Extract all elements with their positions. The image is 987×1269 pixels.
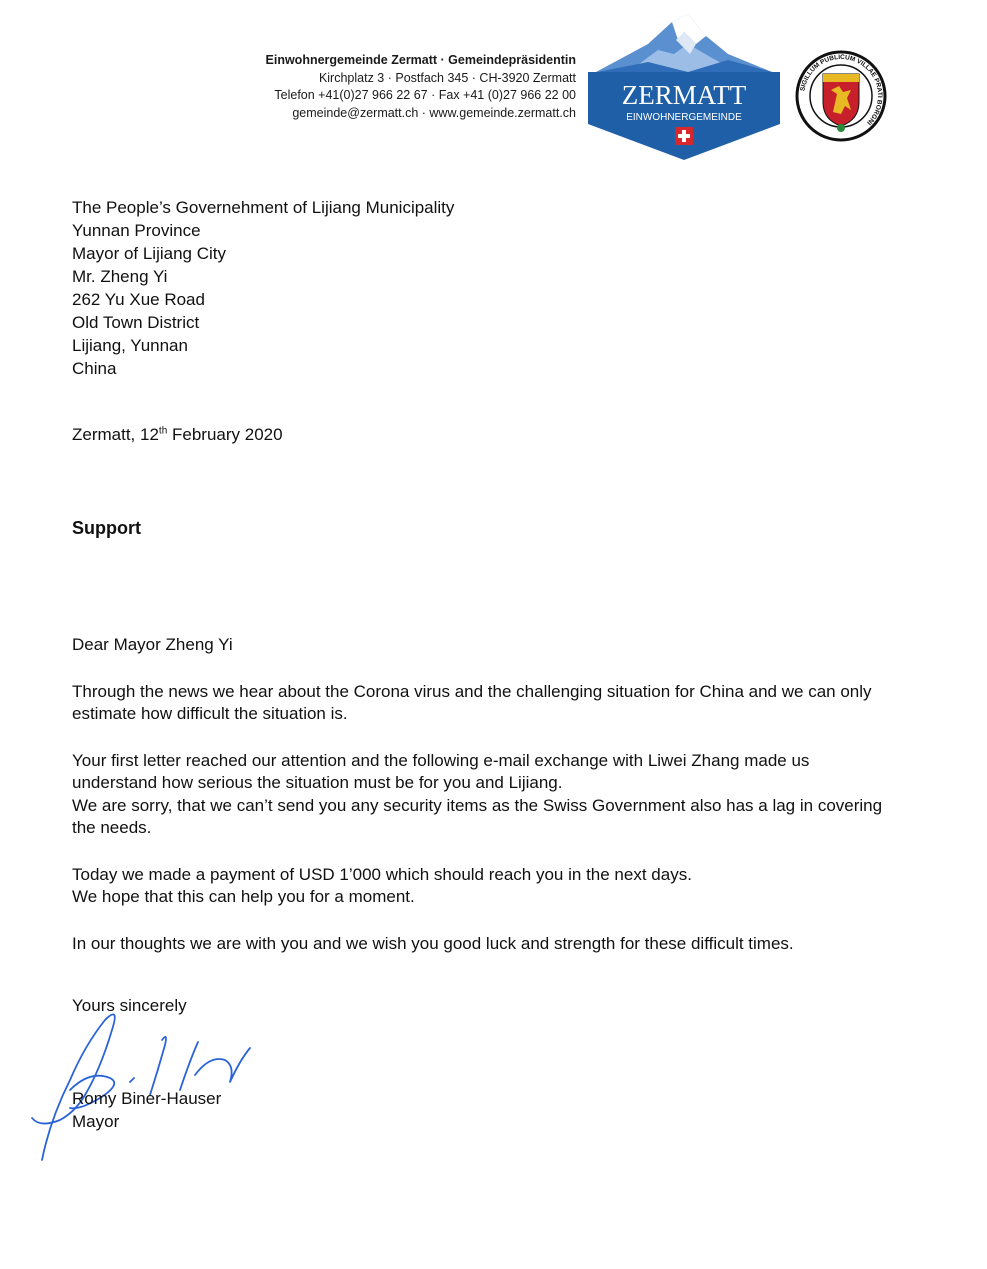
recipient-address <box>72 196 454 380</box>
date-ordinal: th <box>158 425 168 437</box>
signer-block <box>72 1088 221 1133</box>
body-paragraph: Through the news we hear about the Corona virus and the challenging situation for China and we can only estimate how difficult the situation is. <box>72 681 872 723</box>
date-rest: February 2020 <box>167 425 283 444</box>
seal-icon <box>795 50 887 142</box>
body-paragraph-part: Your first letter reached our attention and the following e-mail exchange with Liwei Zhang made us understand how serious the situation must be for you and Lijiang. <box>72 750 810 792</box>
zermatt-logo-icon <box>588 14 780 160</box>
handwritten-signature <box>30 1000 260 1170</box>
logo-subtitle: EINWOHNERGEMEINDE <box>626 112 742 123</box>
letter-date <box>72 424 283 446</box>
address-line: Lijiang, Yunnan <box>72 336 188 355</box>
letterhead-contact: gemeinde@zermatt.ch · www.gemeinde.zermatt.ch <box>292 105 576 120</box>
letterhead-phone: Telefon +41(0)27 966 22 67 · Fax +41 (0)27 966 22 00 <box>274 88 576 102</box>
address-line: The People’s Governehment of Lijiang Municipality <box>72 198 455 217</box>
signature-icon <box>30 1000 260 1170</box>
body-paragraph <box>72 750 892 840</box>
address-line: Mayor of Lijiang City <box>72 244 227 263</box>
address-line: Mr. Zheng Yi <box>72 267 168 286</box>
body-paragraph-part: We hope that this can help you for a moment. <box>72 887 415 906</box>
signer-name: Romy Biner-Hauser <box>72 1089 222 1108</box>
address-line: Yunnan Province <box>72 221 201 240</box>
body-paragraph-part: We are sorry, that we can’t send you any security items as the Swiss Government also has a lag in covering the needs. <box>72 795 883 837</box>
seal-ring-text: SIGILLUM PUBLICUM VILLAE PRATI BORGNI <box>799 53 884 127</box>
letter-body <box>72 634 892 979</box>
body-paragraph-part: Today we made a payment of USD 1’000 which should reach you in the next days. <box>72 864 692 884</box>
closing: Yours sincerely <box>72 996 187 1015</box>
letter-subject: Support <box>72 518 141 538</box>
municipal-seal <box>795 50 887 142</box>
body-paragraph <box>72 864 892 909</box>
address-line: 262 Yu Xue Road <box>72 290 205 309</box>
zermatt-logo <box>588 14 780 160</box>
letterhead-title: Einwohnergemeinde Zermatt · Gemeindepräsidentin <box>265 53 576 67</box>
body-paragraph: In our thoughts we are with you and we wish you good luck and strength for these difficult times. <box>72 933 794 953</box>
address-line: China <box>72 359 117 378</box>
address-line: Old Town District <box>72 313 200 332</box>
salutation: Dear Mayor Zheng Yi <box>72 635 233 654</box>
logo-name: ZERMATT <box>621 80 747 110</box>
letterhead-address: Kirchplatz 3 · Postfach 345 · CH-3920 Zermatt <box>318 70 576 85</box>
letterhead <box>150 52 576 122</box>
signer-title: Mayor <box>72 1111 120 1131</box>
date-place: Zermatt, 12 <box>72 425 159 444</box>
